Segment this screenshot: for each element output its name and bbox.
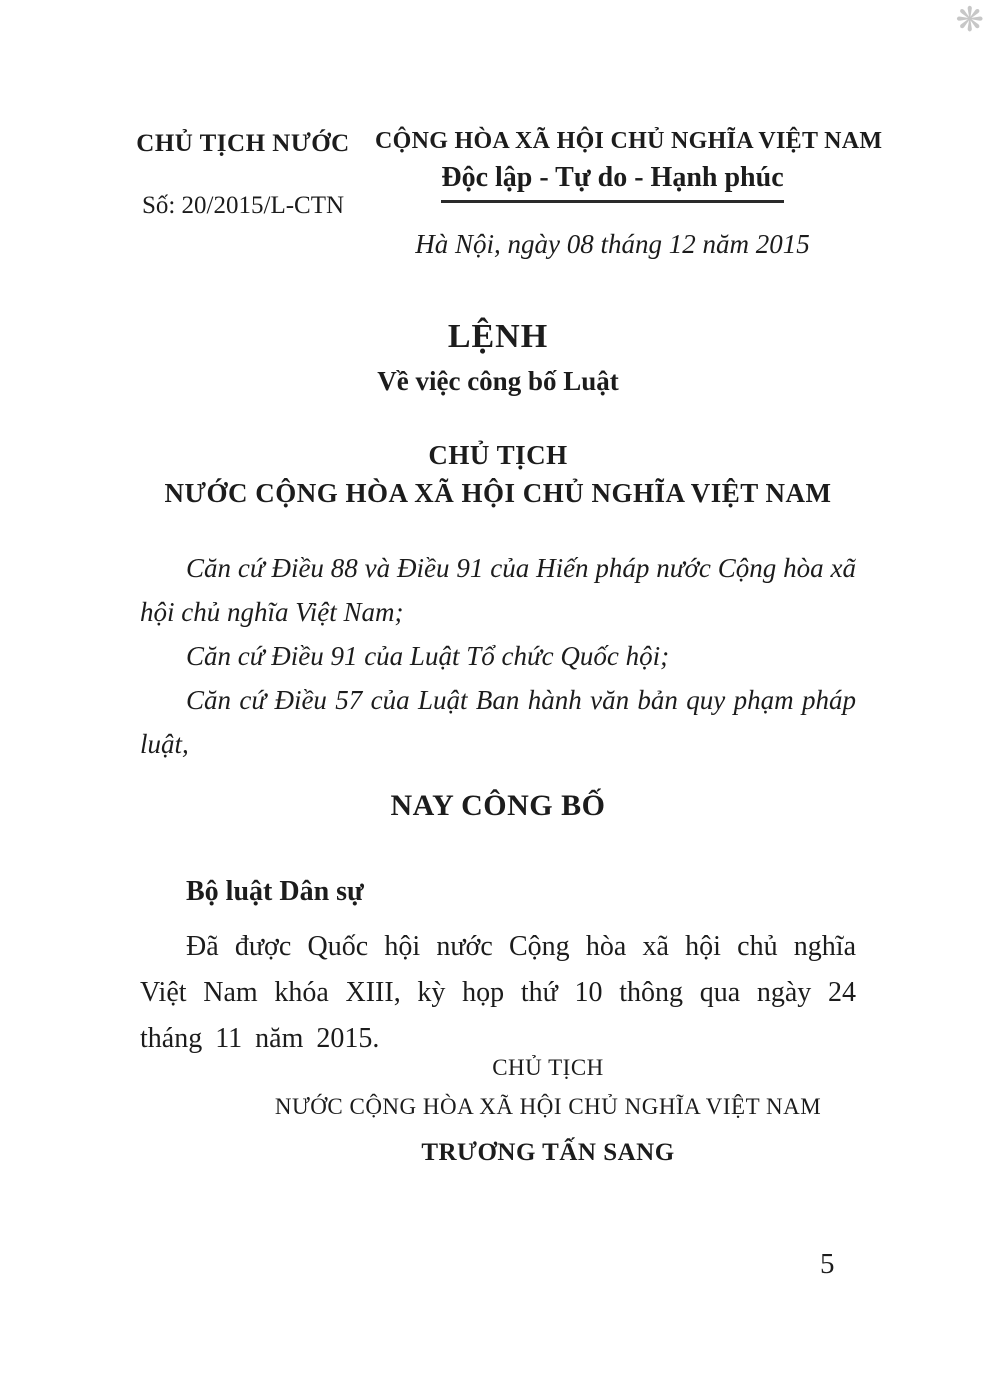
document-subtitle: Về việc công bố Luật [377,366,619,396]
announcement-body: Đã được Quốc hội nước Cộng hòa xã hội chủ nghĩa Việt Nam khóa XIII, kỳ họp thứ 10 thông qua ngày 24 tháng 11 năm 2015. [140,931,856,1054]
issuer-title: CHỦ TỊCH NƯỚC [136,130,350,157]
authority-line-1: CHỦ TỊCH [428,440,568,470]
flower-asterisk-icon: ❋ [955,2,984,39]
national-motto: Độc lập - Tự do - Hạnh phúc [441,162,783,203]
preamble-clause: Căn cứ Điều 91 của Luật Tổ chức Quốc hội; [186,641,670,671]
header-national-block [375,128,883,260]
signer-title-line-1: CHỦ TỊCH [492,1055,604,1080]
preamble-section [140,546,856,766]
signature-block [148,1055,948,1167]
header-issuer-block [128,130,358,220]
announcement-heading: NAY CÔNG BỐ [390,789,606,822]
national-title: CỘNG HÒA XÃ HỘI CHỦ NGHĨA VIỆT NAM [375,128,883,154]
preamble-clause: Căn cứ Điều 57 của Luật Ban hành văn bản quy phạm pháp luật, [140,685,856,759]
signer-name: TRƯƠNG TẤN SANG [421,1139,675,1166]
promulgated-law-name: Bộ luật Dân sự [186,876,364,907]
place-and-date: Hà Nội, ngày 08 tháng 12 năm 2015 [415,229,810,259]
preamble-clause: Căn cứ Điều 88 và Điều 91 của Hiến pháp nước Cộng hòa xã hội chủ nghĩa Việt Nam; [140,553,856,627]
page-number: 5 [820,1248,835,1280]
document-title: LỆNH [447,318,549,355]
signer-title-line-2: NƯỚC CỘNG HÒA XÃ HỘI CHỦ NGHĨA VIỆT NAM [274,1094,822,1119]
document-number: Số: 20/2015/L-CTN [141,192,345,219]
authority-line-2: NƯỚC CỘNG HÒA XÃ HỘI CHỦ NGHĨA VIỆT NAM [164,478,832,508]
